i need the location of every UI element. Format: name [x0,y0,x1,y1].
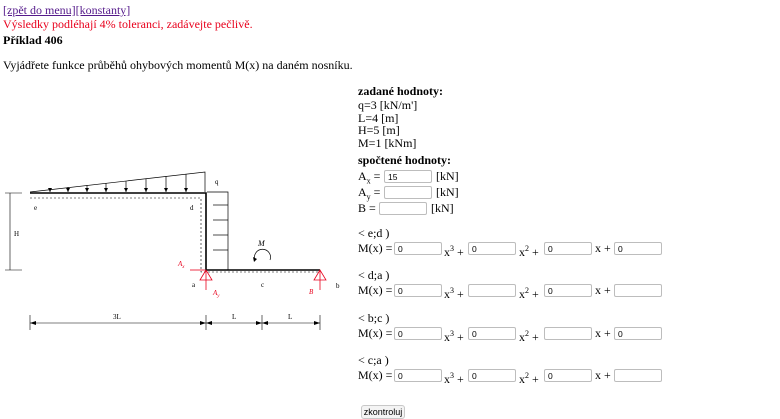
b-label: B = [358,201,376,215]
segment-label: < c;a ) [358,353,389,367]
ax-unit: [kN] [436,169,459,183]
point-d-label: d [190,204,194,212]
back-to-menu-link[interactable]: [zpět do menu] [3,3,76,17]
x2-term: $x^2$ + [519,286,539,301]
coef-x1-input[interactable] [544,327,592,340]
coef-x3-input[interactable]: 0 [394,327,442,340]
coef-x1-input[interactable]: 0 [544,284,592,297]
distributed-load [30,172,205,192]
ay-unit: [kN] [436,185,459,199]
x2-term: $x^2$ + [519,329,539,344]
constants-link[interactable]: [konstanty] [75,3,131,17]
x1-term: x + [595,326,611,340]
point-a-label: a [192,281,196,289]
coef-x2-input[interactable]: 0 [468,242,516,255]
x3-term: $x^3$ + [444,286,464,301]
segment-label: < d;a ) [358,268,390,282]
coef-x2-input[interactable]: 0 [468,327,516,340]
x1-term: x + [595,241,611,255]
load-q-label: q [215,178,219,186]
coef-x3-input[interactable]: 0 [394,284,442,297]
ax-label: $A_x$ = [358,169,381,186]
dim-h-label: H [14,230,20,238]
point-c-label: c [261,281,265,289]
task-text: Vyjádřete funkce průběhů ohybových momentů M(x) na daném nosníku. [3,58,353,72]
x1-term: x + [595,283,611,297]
given-h: H=5 [m] [358,123,400,137]
x2-term: $x^2$ + [519,244,539,259]
nav-links [3,3,130,18]
coef-x3-input[interactable]: 0 [394,369,442,382]
b-unit: [kN] [431,201,454,215]
moment-m-label: M [258,239,265,248]
check-button[interactable]: zkontroluj [361,405,405,419]
coef-x0-input[interactable]: 0 [614,242,662,255]
computed-heading: spočtené hodnoty: [358,153,452,167]
mx-label: M(x) = [358,326,393,340]
segment-label: < b;c ) [358,311,390,325]
ay-input[interactable] [384,186,432,199]
given-values [358,99,417,149]
beam-diagram [0,160,350,340]
reaction-b-label: B [309,288,314,296]
reaction-ax-label: $A_x$ [178,260,185,270]
coef-x1-input[interactable]: 0 [544,369,592,382]
given-heading: zadané hodnoty: [358,84,444,98]
x3-term: $x^3$ + [444,329,464,344]
given-m: M=1 [kNm] [358,135,417,150]
dim-l1-label: L [232,313,237,321]
mx-label: M(x) = [358,283,393,297]
segment-label: < e;d ) [358,226,390,240]
coef-x2-input[interactable] [468,284,516,297]
point-e-label: e [34,204,38,212]
tolerance-warning: Výsledky podléhají 4% toleranci, zadávejte pečlivě. [3,17,253,31]
b-input[interactable] [379,202,427,215]
ax-input[interactable]: 15 [384,170,432,183]
x1-term: x + [595,368,611,382]
x3-term: $x^3$ + [444,371,464,386]
coef-x0-input[interactable] [614,369,662,382]
coef-x1-input[interactable]: 0 [544,242,592,255]
coef-x2-input[interactable]: 0 [468,369,516,382]
reaction-ay-label: $A_y$ [213,289,220,299]
x3-term: $x^3$ + [444,244,464,259]
mx-label: M(x) = [358,241,393,255]
dim-3l-label: 3L [113,313,121,321]
page-title: Příklad 406 [3,33,63,47]
dim-l2-label: L [288,313,293,321]
coef-x0-input[interactable]: 0 [614,327,662,340]
given-l: L=4 [m] [358,110,399,125]
ay-label: $A_y$ = [358,185,381,202]
x2-term: $x^2$ + [519,371,539,386]
coef-x3-input[interactable]: 0 [394,242,442,255]
point-b-label: b [336,282,340,290]
mx-label: M(x) = [358,368,393,382]
coef-x0-input[interactable] [614,284,662,297]
given-q: q=3 [kN/m'] [358,98,418,112]
